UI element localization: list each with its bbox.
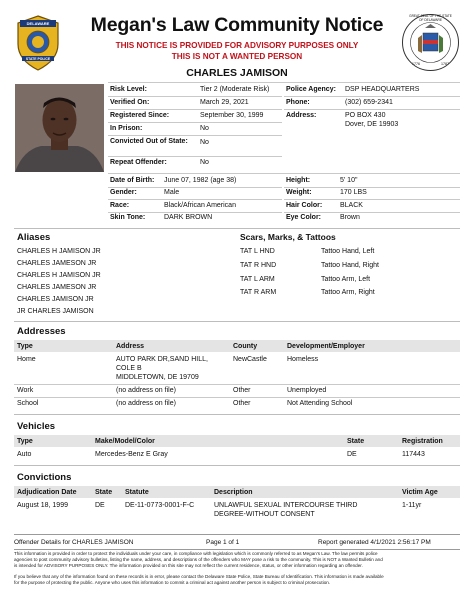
col-header-county: County [233,343,258,350]
scar-description: Tattoo Arm, Left [321,276,371,283]
divider [14,228,460,229]
legal-disclaimer-line1: This information is provided in order to protect the individuals under your care, in compliance with legislation which is commonly referred to as Megan's Law. The law permits police [14,551,378,556]
scars-title: Scars, Marks, & Tattoos [240,232,336,242]
address-line1: (no address on file) [116,387,176,394]
weight-value: 170 LBS [340,189,367,196]
scar-code: TAT R ARM [240,289,277,296]
offender-photo [15,84,104,172]
address-type: School [17,400,39,407]
badge-bottom-text: STATE POLICE [25,57,51,61]
offender-name: CHARLES JAMISON [186,67,288,79]
address-county: NewCastle [233,356,267,363]
seal-date-1776: 1776 [412,62,420,66]
col-header-type: Type [17,343,33,350]
alias-item: CHARLES JAMISON JR [17,296,94,303]
vehicle-make: Mercedes-Benz E Gray [95,451,168,458]
seal-date-1787: 1787 [441,62,449,66]
divider [108,187,282,188]
address-label: Address: [286,112,317,119]
legal-disclaimer-line2: agencies to post community advisory bulletins, listing the name, address, and descriptions of the offenders who MAY pose a risk to the community. This is NOT a Wanted Bulletin and [14,557,383,562]
dob-value: June 07, 1982 (age 38) [164,177,237,184]
scar-code: TAT L ARM [240,276,275,283]
agency-address-line2: Dover, DE 19903 [345,121,399,128]
divider [14,549,460,550]
state-seal [401,13,460,72]
in-prison-value: No [200,125,209,132]
convictions-title: Convictions [17,472,72,483]
divider [14,397,460,398]
col-header-adjudication-date: Adjudication Date [17,489,77,496]
col-header-state: State [347,438,365,445]
address-development: Unemployed [287,387,327,394]
legal-disclaimer-line3: is intended for ADVISORY PURPOSES ONLY. The information provided on this site may not reflect the current residence, status, or other information regarding an offender. [14,563,363,568]
phone-value: (302) 659-2341 [345,99,393,106]
verified-on-value: March 29, 2021 [200,99,249,106]
divider [14,384,460,385]
legal-contact-line1: If you believe that any of the information found on these records is in error, please contact the Delaware State Police, State Bureau of Identification. This information is made available [14,574,384,579]
badge-top-text: DELAWARE [26,21,50,26]
divider [284,109,460,110]
address-line1: AUTO PARK DR,SAND HILL, [116,356,208,363]
col-header-registration: Registration [402,438,443,445]
alias-item: CHARLES H JAMISON JR [17,272,101,279]
divider [108,199,282,200]
verified-on-label: Verified On: [110,99,150,106]
conviction-statute: DE-11-0773-0001-F-C [125,502,195,509]
eye-color-value: Brown [340,214,360,221]
divider [14,321,460,322]
divider [14,534,460,535]
divider [108,122,282,123]
address-development: Homeless [287,356,319,363]
height-label: Height: [286,177,311,184]
race-value: Black/African American [164,202,236,209]
skin-tone-value: DARK BROWN [164,214,213,221]
convicted-out-value: No [200,139,209,146]
height-value: 5' 10" [340,177,358,184]
alias-item: CHARLES H JAMISON JR [17,248,101,255]
divider [108,82,460,83]
page-title: Megan's Law Community Notice [90,14,384,36]
scar-description: Tattoo Hand, Right [321,262,379,269]
divider [284,212,460,213]
divider [284,199,460,200]
alias-item: CHARLES JAMESON JR [17,284,97,291]
col-header-statute: Statute [125,489,149,496]
address-county: Other [233,387,251,394]
hair-color-value: BLACK [340,202,363,209]
page-number: Page 1 of 1 [206,539,240,546]
divider [108,135,282,136]
advisory-notice: THIS NOTICE IS PROVIDED FOR ADVISORY PURPOSES ONLY [115,41,359,50]
col-header-state: State [95,489,113,496]
in-prison-label: In Prison: [110,125,143,132]
vehicle-state: DE [347,451,357,458]
divider [108,212,282,213]
gender-label: Gender: [110,189,137,196]
address-development: Not Attending School [287,400,353,407]
repeat-offender-label: Repeat Offender: [110,159,167,166]
weight-label: Weight: [286,189,312,196]
alias-item: CHARLES JAMESON JR [17,260,97,267]
divider [108,96,282,97]
divider [108,109,282,110]
repeat-offender-value: No [200,159,209,166]
address-line1: (no address on file) [116,400,176,407]
col-header-development: Development/Employer [287,343,365,350]
aliases-title: Aliases [17,232,51,243]
conviction-description-line2: DEGREE-WITHOUT CONSENT [214,511,315,518]
conviction-victim-age: 1-11yr [402,502,422,509]
divider [108,156,282,157]
col-header-victim-age: Victim Age [402,489,438,496]
divider [14,414,460,415]
legal-contact-line2: for the purpose of protecting the public. Anyone who uses this information to commit a criminal act against another person is subject to criminal prosecution. [14,580,331,585]
scar-description: Tattoo Arm, Right [321,289,375,296]
addresses-title: Addresses [17,326,66,337]
seal-ring-text: GREAT SEAL OF THE STATE OF DELAWARE [409,14,452,22]
gender-value: Male [164,189,180,196]
col-header-make: Make/Model/Color [95,438,155,445]
not-wanted-notice: THIS IS NOT A WANTED PERSON [171,52,303,61]
address-county: Other [233,400,251,407]
dob-label: Date of Birth: [110,177,155,184]
vehicles-header-row [14,435,460,447]
skin-tone-label: Skin Tone: [110,214,146,221]
phone-label: Phone: [286,99,310,106]
risk-level-value: Tier 2 (Moderate Risk) [200,86,270,93]
vehicle-registration: 117443 [402,451,425,458]
hair-color-label: Hair Color: [286,202,323,209]
col-header-type: Type [17,438,33,445]
convicted-out-label: Convicted Out of State: [110,138,188,145]
conviction-description-line1: UNLAWFUL SEXUAL INTERCOURSE THIRD [214,502,358,509]
alias-item: JR CHARLES JAMISON [17,308,94,315]
police-agency-value: DSP HEADQUARTERS [345,86,420,93]
address-type: Work [17,387,34,394]
vehicles-title: Vehicles [17,421,56,432]
vehicle-type: Auto [17,451,32,458]
registered-since-label: Registered Since: [110,112,170,119]
divider [14,465,460,466]
divider [284,187,460,188]
eye-color-label: Eye Color: [286,214,322,221]
divider [108,173,460,174]
conviction-date: August 18, 1999 [17,502,68,509]
address-line3: MIDDLETOWN, DE 19709 [116,374,199,381]
police-agency-label: Police Agency: [286,86,336,93]
divider [284,96,460,97]
col-header-description: Description [214,489,253,496]
registered-since-value: September 30, 1999 [200,112,264,119]
address-line2: COLE B [116,365,142,372]
scar-code: TAT L HND [240,248,275,255]
race-label: Race: [110,202,130,209]
col-header-address: Address [116,343,145,350]
risk-level-label: Risk Level: [110,86,147,93]
agency-address-line1: PO BOX 430 [345,112,386,119]
scar-description: Tattoo Hand, Left [321,248,375,255]
report-generated: Report generated 4/1/2021 2:56:17 PM [318,539,431,546]
scar-code: TAT R HND [240,262,277,269]
offender-details-footer: Offender Details for CHARLES JAMISON [14,539,134,546]
address-type: Home [17,356,36,363]
conviction-state: DE [95,502,105,509]
